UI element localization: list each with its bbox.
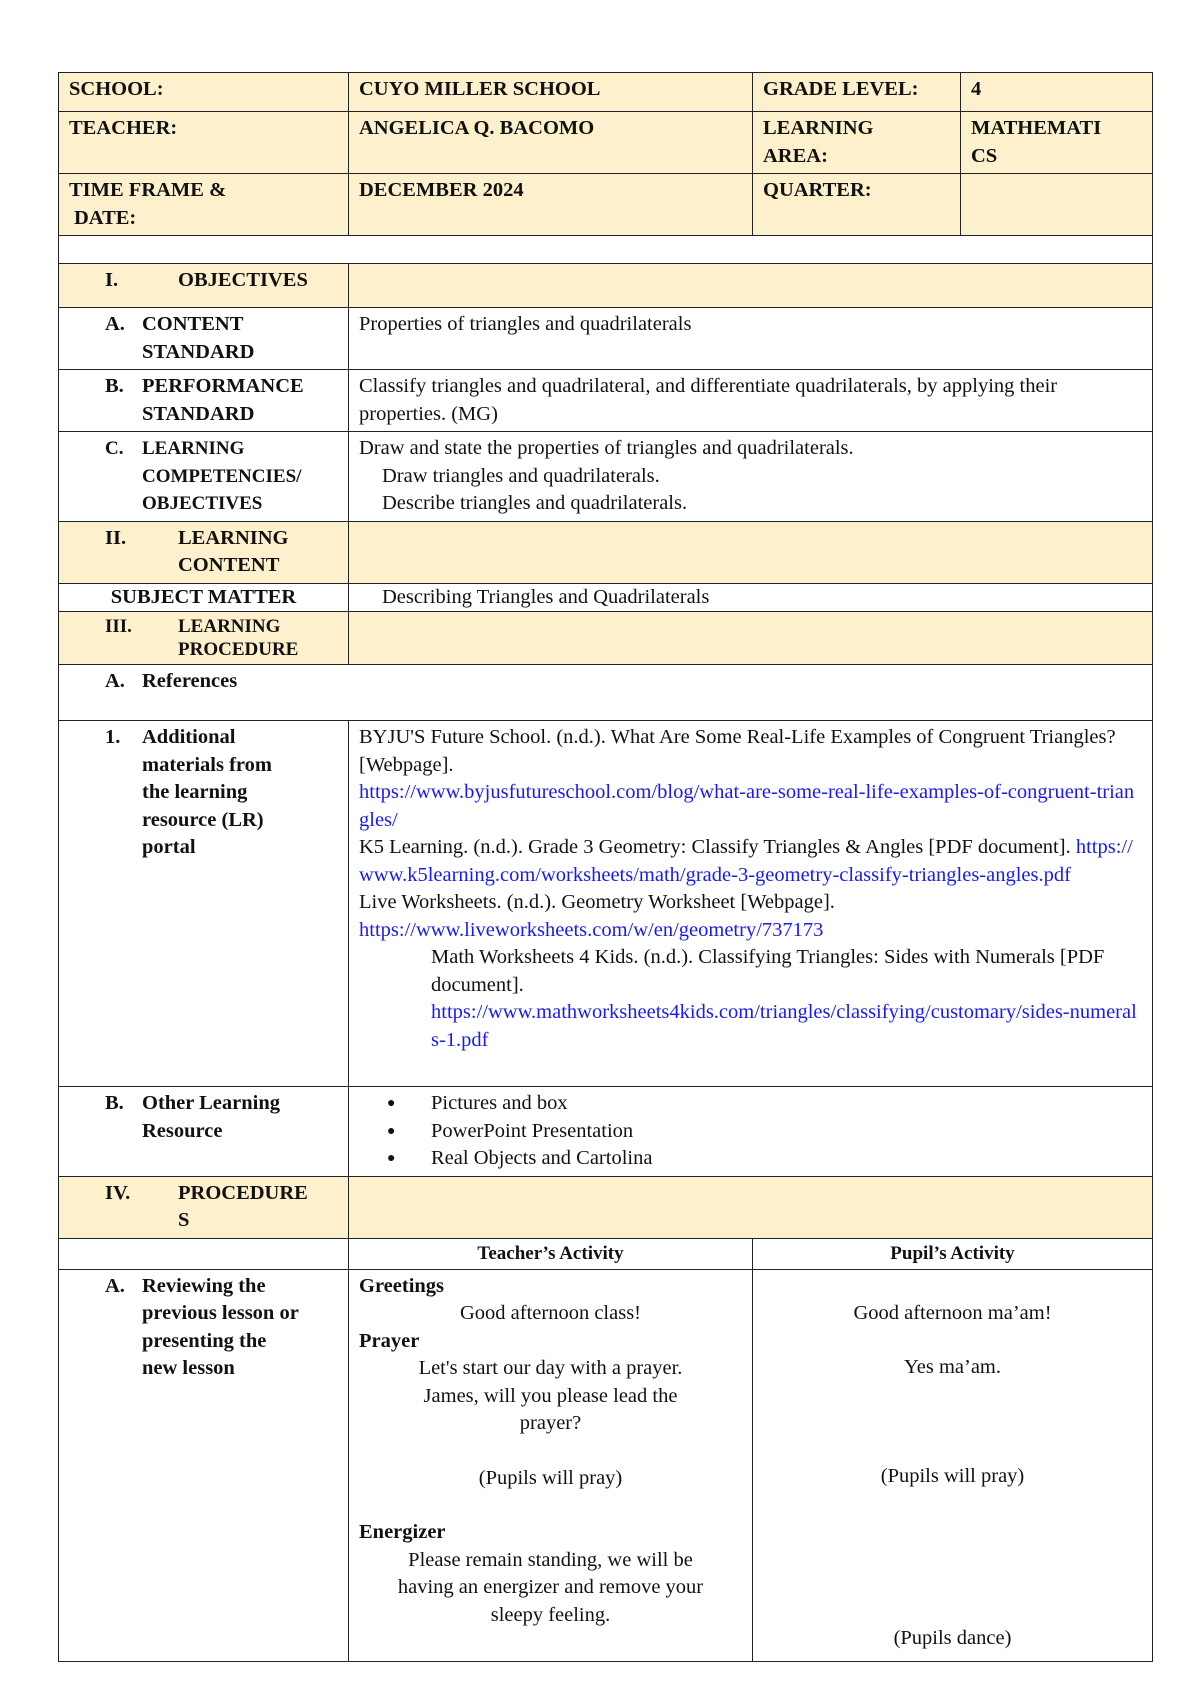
performance-standard-row	[59, 370, 1153, 432]
other-resource-row	[59, 1087, 1153, 1177]
teacher-value: ANGELICA Q. BACOMO	[349, 112, 753, 174]
additional-materials-label: 1. Additional materials from the learning resource (LR) portal	[59, 721, 349, 1087]
competencies-label: C. LEARNING COMPETENCIES/ OBJECTIVES	[59, 432, 349, 522]
competencies-row	[59, 432, 1153, 522]
performance-standard-value: Classify triangles and quadrilateral, and differentiate quadrilaterals, by applying their properties. (MG)	[349, 370, 1153, 432]
lesson-plan-table	[58, 72, 1153, 1662]
bullet-icon: ●	[387, 1096, 396, 1111]
header-row-time	[59, 174, 1153, 236]
lesson-plan-page	[58, 72, 1152, 1662]
other-resource-label: B. Other Learning Resource	[59, 1087, 349, 1177]
energizer-heading: Energizer	[359, 1521, 446, 1543]
teacher-activity-cell: Greetings Good afternoon class! Prayer Let's start our day with a prayer. James, will you please lead the prayer? (Pupils will pray) Energizer Please remain standing, we will be having an energizer and remove your sleepy feeling.	[349, 1269, 753, 1661]
time-frame-value: DECEMBER 2024	[349, 174, 753, 236]
reference-3-link[interactable]: https://www.liveworksheets.com/w/en/geometry/737173	[359, 918, 824, 941]
list-item: ● Real Objects and Cartolina	[359, 1145, 1142, 1173]
content-standard-label: A. CONTENT STANDARD	[59, 308, 349, 370]
pupil-activity-cell: Good afternoon ma’am! Yes ma’am. (Pupils will pray) (Pupils dance)	[753, 1269, 1153, 1661]
reference-4: Math Worksheets 4 Kids. (n.d.). Classifying Triangles: Sides with Numerals [PDF document]. https://www.mathworksheets4kids.com/triangles/classifying/customary/sides-numerals-1.pdf	[431, 946, 1137, 1051]
additional-materials-value	[349, 721, 1153, 1087]
learning-content-heading-row	[59, 521, 1153, 583]
subject-matter-row	[59, 583, 1153, 612]
learning-area-label: LEARNING AREA:	[753, 112, 961, 174]
procedures-heading: IV. PROCEDURE S	[59, 1176, 349, 1238]
performance-standard-label: B. PERFORMANCE STANDARD	[59, 370, 349, 432]
content-standard-value: Properties of triangles and quadrilaterals	[349, 308, 1153, 370]
reference-2: K5 Learning. (n.d.). Grade 3 Geometry: Classify Triangles & Angles [PDF document]. https://www.k5learning.com/worksheets/math/grade-3-geometry-classify-triangles-angles.pdf	[359, 836, 1133, 886]
learning-procedure-heading: III. LEARNING PROCEDURE	[59, 612, 349, 665]
prayer-heading: Prayer	[359, 1329, 420, 1352]
bullet-icon: ●	[387, 1151, 396, 1166]
grade-level-value: 4	[961, 73, 1153, 112]
quarter-value	[961, 174, 1153, 236]
learning-procedure-heading-row	[59, 612, 1153, 665]
procedures-heading-row	[59, 1176, 1153, 1238]
subject-matter-value: Describing Triangles and Quadrilaterals	[382, 585, 710, 608]
pupil-activity-header: Pupil’s Activity	[753, 1238, 1153, 1269]
teacher-activity-header: Teacher’s Activity	[349, 1238, 753, 1269]
objectives-heading: I. OBJECTIVES	[59, 264, 349, 308]
grade-level-label: GRADE LEVEL:	[753, 73, 961, 112]
references-row	[59, 665, 1153, 721]
learning-area-value: MATHEMATI CS	[961, 112, 1153, 174]
time-frame-label: TIME FRAME & DATE:	[59, 174, 349, 236]
reference-1-link[interactable]: https://www.byjusfutureschool.com/blog/what-are-some-real-life-examples-of-congruent-triangles/	[359, 781, 1135, 831]
competencies-value: Draw and state the properties of triangles and quadrilaterals. Draw triangles and quadrilaterals. Describe triangles and quadrilaterals.	[349, 432, 1153, 522]
spacer-row	[59, 236, 1153, 264]
header-row-school	[59, 73, 1153, 112]
teacher-label: TEACHER:	[59, 112, 349, 174]
review-lesson-row	[59, 1269, 1153, 1661]
additional-materials-row	[59, 721, 1153, 1087]
references-label: A. References	[59, 665, 1153, 721]
reference-1: BYJU'S Future School. (n.d.). What Are Some Real-Life Examples of Congruent Triangles? [Webpage]. https://www.byjusfutureschool.com/blog/what-are-some-real-life-examples-of-congruent-triangles/	[359, 726, 1135, 831]
content-standard-row	[59, 308, 1153, 370]
reference-4-link[interactable]: https://www.mathworksheets4kids.com/triangles/classifying/customary/sides-numerals-1.pdf	[431, 1001, 1137, 1051]
school-label: SCHOOL:	[59, 73, 349, 112]
review-lesson-label: A. Reviewing the previous lesson or presenting the new lesson	[59, 1269, 349, 1661]
other-resource-list	[349, 1087, 1153, 1177]
school-value: CUYO MILLER SCHOOL	[349, 73, 753, 112]
quarter-label: QUARTER:	[753, 174, 961, 236]
subject-matter-label: SUBJECT MATTER	[59, 583, 349, 612]
list-item: ● PowerPoint Presentation	[359, 1118, 1142, 1146]
learning-content-heading: II. LEARNING CONTENT	[59, 521, 349, 583]
reference-3: Live Worksheets. (n.d.). Geometry Worksheet [Webpage]. https://www.liveworksheets.com/w/en/geometry/737173	[359, 891, 835, 941]
list-item: ● Pictures and box	[359, 1090, 1142, 1118]
objectives-heading-row	[59, 264, 1153, 308]
greetings-heading: Greetings	[359, 1274, 445, 1297]
activity-header-row	[59, 1238, 1153, 1269]
bullet-icon: ●	[387, 1123, 396, 1139]
header-row-teacher	[59, 112, 1153, 174]
reference-2-link[interactable]: https://www.k5learning.com/worksheets/math/grade-3-geometry-classify-triangles-angles.pdf	[359, 836, 1133, 886]
